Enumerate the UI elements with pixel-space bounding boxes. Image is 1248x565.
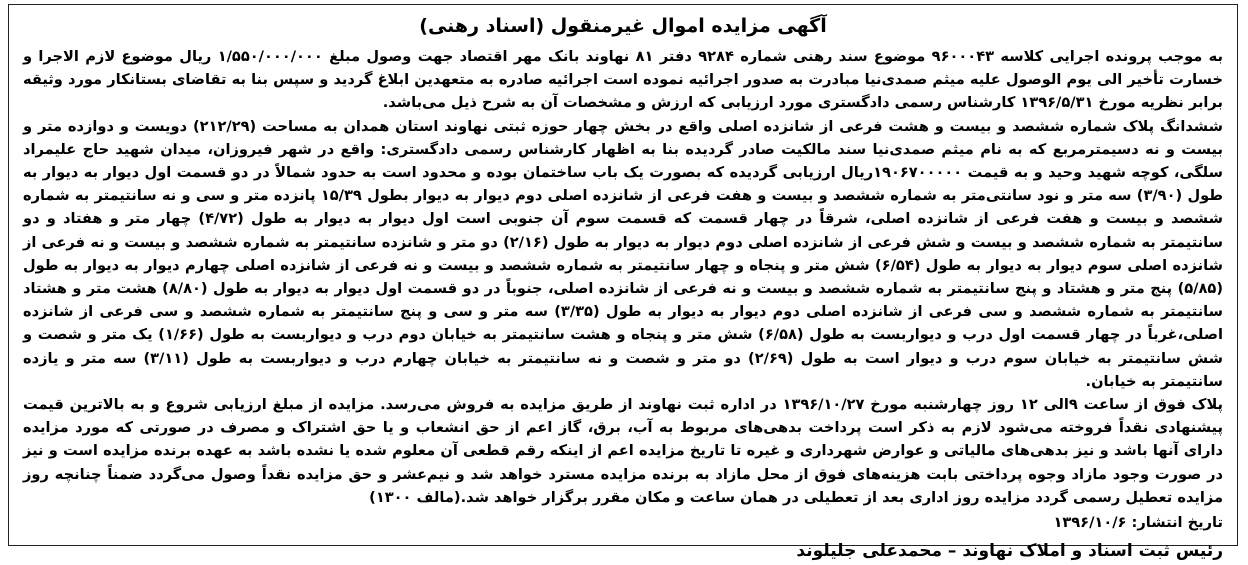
notice-title: آگهی مزایده اموال غیرمنقول (اسناد رهنی)	[419, 15, 827, 37]
publish-date: تاریخ انتشار: ۱۳۹۶/۱۰/۶	[1053, 514, 1223, 532]
notice-paragraph-auction-terms: پلاک فوق از ساعت ۹الی ۱۲ روز چهارشنبه مورخ ۱۳۹۶/۱۰/۲۷ در اداره ثبت نهاوند از طریق مزایده به فروش می‌رسد. مزایده از مبلغ ارزیابی شروع و به بالاترین قیمت پیشنهادی نقداً فروخته می‌شود لازم به ذکر است پرداخت بدهی‌های مربوط به آب، برق، گاز اعم از حق انشعاب و یا حق اشتراک و مصرف در صورتی که مورد مزایده دارای آنها باشد و نیز بدهی‌های مالیاتی و عوارض شهرداری و غیره تا تاریخ مزایده اعم از اینکه رقم قطعی آن معلوم شده یا نشده باشد به عهده برنده مزایده است و نیز در صورت وجود مازاد وجوه پرداختی بابت هزینه‌های فوق از محل مازاد به برنده مزایده مسترد خواهد شد و نیم‌عشر و حق مزایده نقداً وصول می‌گردد ضمناً چنانچه روز مزایده تعطیل رسمی گردد مزایده روز اداری بعد از تعطیلی در همان ساعت و مکان مقرر برگزار خواهد شد.(مالف ۱۳۰۰)	[23, 396, 1224, 506]
notice-body	[23, 45, 1223, 509]
auction-notice	[8, 4, 1238, 562]
signature-line: رئیس ثبت اسناد و املاک نهاوند – محمدعلی جلیلوند	[796, 541, 1223, 562]
notice-paragraph-intro: به موجب پرونده اجرایی کلاسه ۹۶۰۰۰۴۳ موضوع سند رهنی شماره ۹۲۸۴ دفتر ۸۱ نهاوند بانک مهر اقتصاد جهت وصول مبلغ ۱/۵۵۰/۰۰۰/۰۰۰ ریال موضوع لازم الاجرا و خسارت تأخیر الی یوم الوصول علیه میثم صمدی‌نیا مبادرت به صدور اجرائیه نموده است اجرائیه صادره به متعهدین ابلاغ گردید و سپس بنا به تقاضای بستانکار مورد وثیقه برابر نظریه مورخ ۱۳۹۶/۵/۳۱ کارشناس رسمی دادگستری مورد ارزیابی که ارزش و مشخصات آن به شرح ذیل می‌باشد.	[23, 48, 1224, 112]
notice-paragraph-property: ششدانگ پلاک شماره ششصد و بیست و هشت فرعی از شانزده اصلی واقع در بخش چهار حوزه ثبتی نهاوند استان همدان به مساحت (۲۱۲/۲۹) دویست و دوازده متر و بیست و نه دسیمترمربع که به نام میثم صمدی‌نیا سند مالکیت صادر گردیده بنا به اظهار کارشناس رسمی دادگستری: واقع در شهر فیروزان، میدان شهید حاج علیمراد سلگی، کوچه شهید وحید و به قیمت ۱۹۰۶۷۰۰۰۰۰ریال ارزیابی گردیده که بصورت یک باب ساختمان بوده و محدود است به حدود شمالاً در دو قسمت اول دیوار به دیوار به طول (۳/۹۰) سه متر و نود سانتی‌متر به شماره ششصد و بیست و هفت فرعی از شانزده اصلی دوم دیوار به دیوار بطول ۱۵/۳۹ پانزده متر و سی و نه سانتیمتر به شماره ششصد و بیست و هفت فرعی از شانزده اصلی، شرقاً در چهار قسمت که قسمت سوم آن جنوبی است اول دیوار به دیوار به طول (۴/۷۲) چهار متر و هفتاد و دو سانتیمتر به شماره ششصد و بیست و شش فرعی از شانزده اصلی دوم دیوار به دیوار به طول (۲/۱۶) دو متر و شانزده سانتیمتر به شماره ششصد و بیست و نه فرعی از شانزده اصلی سوم دیوار به دیوار به طول (۶/۵۴) شش متر و پنجاه و چهار سانتیمتر به شماره ششصد و بیست و نه فرعی از شانزده اصلی چهارم دیوار به دیوار به طول (۵/۸۵) پنج متر و هشتاد و پنج سانتیمتر به شماره ششصد و بیست و نه فرعی از شانزده اصلی، جنوباً در دو قسمت اول دیوار به دیوار به طول (۸/۸۰) هشت متر و هشتاد سانتیمتر به شماره ششصد و سی فرعی از شانزده اصلی دوم دیوار به دیوار به طول (۳/۳۵) سه متر و سی و پنج سانتیمتر به شماره ششصد و سی فرعی از شانزده اصلی،غرباً در چهار قسمت اول درب و دیواربست به طول (۶/۵۸) شش متر و پنجاه و هشت سانتیمتر به خیابان دوم درب و دیواربست به طول (۱/۶۶) یک متر و شصت و شش سانتیمتر به خیابان سوم درب و دیوار است به طول (۲/۶۹) دو متر و شصت و نه سانتیمتر به خیابان چهارم درب و دیواربست به طول (۳/۱۱) سه متر و یازده سانتیمتر به خیابان.	[23, 117, 1224, 390]
